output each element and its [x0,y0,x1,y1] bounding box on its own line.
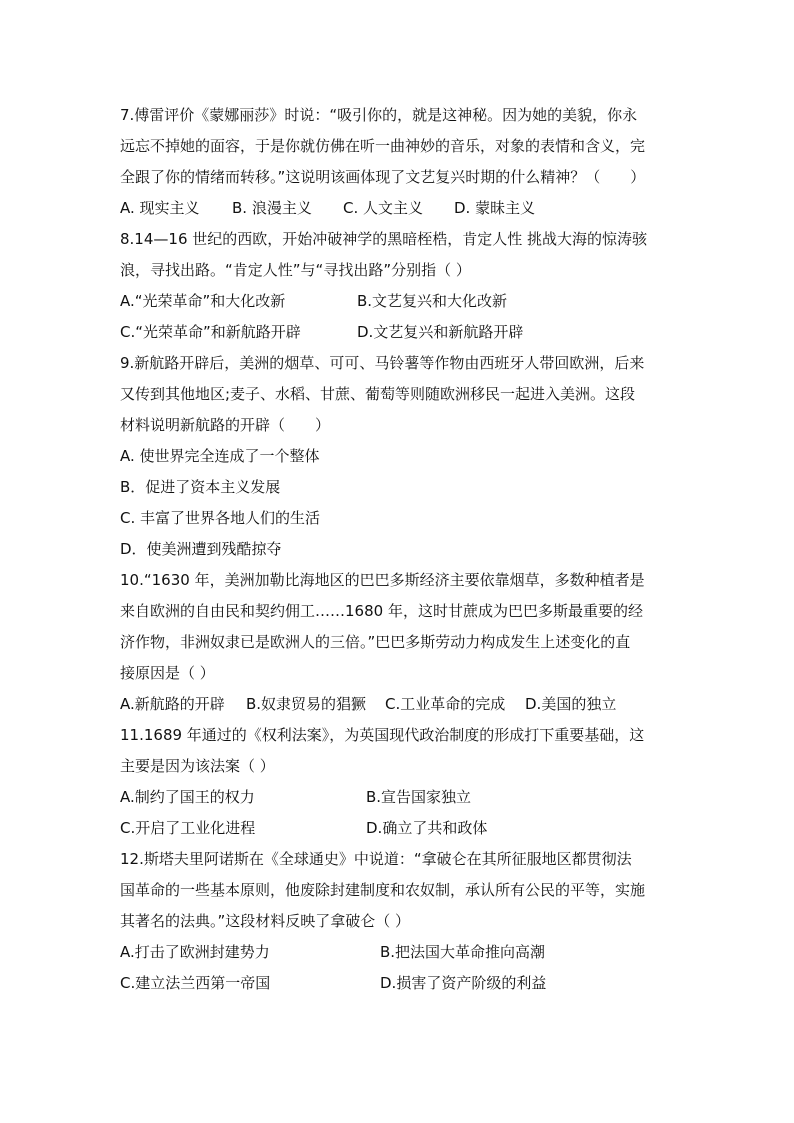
question-text-line: 接原因是（ ） [120,664,215,682]
option-a: A.制约了国王的权力 [120,788,255,806]
question-text-line: 其著名的法典。”这段材料反映了拿破仑（ ） [120,912,411,930]
options-row [120,937,685,968]
option-b: B.把法国大革命推向高潮 [380,943,546,961]
option-c: C.工业革命的完成 [385,695,506,713]
question-8 [120,224,685,348]
question-7 [120,100,685,224]
options-row [120,317,685,348]
option-c: C. 人文主义 [343,199,424,217]
question-text-line: 远忘不掉她的面容，于是你就仿佛在听一曲神妙的音乐，对象的表情和含义，完 [120,137,646,155]
question-text-line: 11.1689 年通过的《权利法案》，为英国现代政治制度的形成打下重要基础，这 [120,726,645,744]
question-text-line: 12.斯塔夫里阿诺斯在《全球通史》中说道：“拿破仑在其所征服地区都贯彻法 [120,850,632,868]
option-c: C.开启了工业化进程 [120,819,256,837]
option-c: C.建立法兰西第一帝国 [120,974,271,992]
question-text-line: 国革命的一些基本原则，他废除封建制度和农奴制，承认所有公民的平等，实施 [120,881,646,899]
option-b: B.宣告国家独立 [366,788,472,806]
option-c: C. 丰富了世界各地人们的生活 [120,509,321,527]
option-a: A. 现实主义 [120,199,200,217]
option-a: A.“光荣革命”和大化改新 [120,292,286,310]
option-d: D.确立了共和政体 [366,819,488,837]
question-text-line: 浪，寻找出路。“肯定人性”与“寻找出路”分别指（ ） [120,261,471,279]
question-text-line: 济作物，非洲奴隶已是欧洲人的三倍。”巴巴多斯劳动力构成发生上述变化的直 [120,633,631,651]
option-d: D.美国的独立 [525,695,617,713]
options-row [120,813,685,844]
option-a: A. 使世界完全连成了一个整体 [120,447,320,465]
options-row [120,286,685,317]
question-text-line: 全跟了你的情绪而转移。”这说明该画体现了文艺复兴时期的什么精神？（ ） [120,168,646,186]
question-text-line: 材料说明新航路的开辟（ ） [120,416,331,434]
question-list [120,100,685,999]
question-text-line: 主要是因为该法案（ ） [120,757,275,775]
option-a: A.新航路的开辟 [120,695,225,713]
option-d: D. 蒙昧主义 [454,199,536,217]
options-row [120,689,685,720]
option-b: B.文艺复兴和大化改新 [357,292,508,310]
options-row [120,968,685,999]
question-text-line: 又传到其他地区;麦子、水稻、甘蔗、葡萄等则随欧洲移民一起进入美洲。这段 [120,385,636,403]
option-d: D.损害了资产阶级的利益 [380,974,547,992]
options-row [120,782,685,813]
option-b: B. 浪漫主义 [232,199,312,217]
option-b: B.奴隶贸易的猖獗 [246,695,367,713]
option-d: D．使美洲遭到残酷掠夺 [120,540,282,558]
question-9 [120,348,685,565]
question-text-line: 10.“1630 年，美洲加勒比海地区的巴巴多斯经济主要依靠烟草，多数种植者是 [120,571,645,589]
question-text-line: 7.傅雷评价《蒙娜丽莎》时说：“吸引你的，就是这神秘。因为她的美貌，你永 [120,106,638,124]
options-row [120,193,685,224]
question-text-line: 9.新航路开辟后，美洲的烟草、可可、马铃薯等作物由西班牙人带回欧洲，后来 [120,354,645,372]
question-11 [120,720,685,844]
option-c: C.“光荣革命”和新航路开辟 [120,323,301,341]
option-a: A.打击了欧洲封建势力 [120,943,270,961]
question-text-line: 来自欧洲的自由民和契约佣工……1680 年，这时甘蔗成为巴巴多斯最重要的经 [120,602,643,620]
question-10 [120,565,685,720]
question-12 [120,844,685,999]
question-text-line: 8.14—16 世纪的西欧，开始冲破神学的黑暗桎梏，肯定人性 挑战大海的惊涛骇 [120,230,648,248]
option-d: D.文艺复兴和新航路开辟 [357,323,524,341]
option-b: B．促进了资本主义发展 [120,478,281,496]
